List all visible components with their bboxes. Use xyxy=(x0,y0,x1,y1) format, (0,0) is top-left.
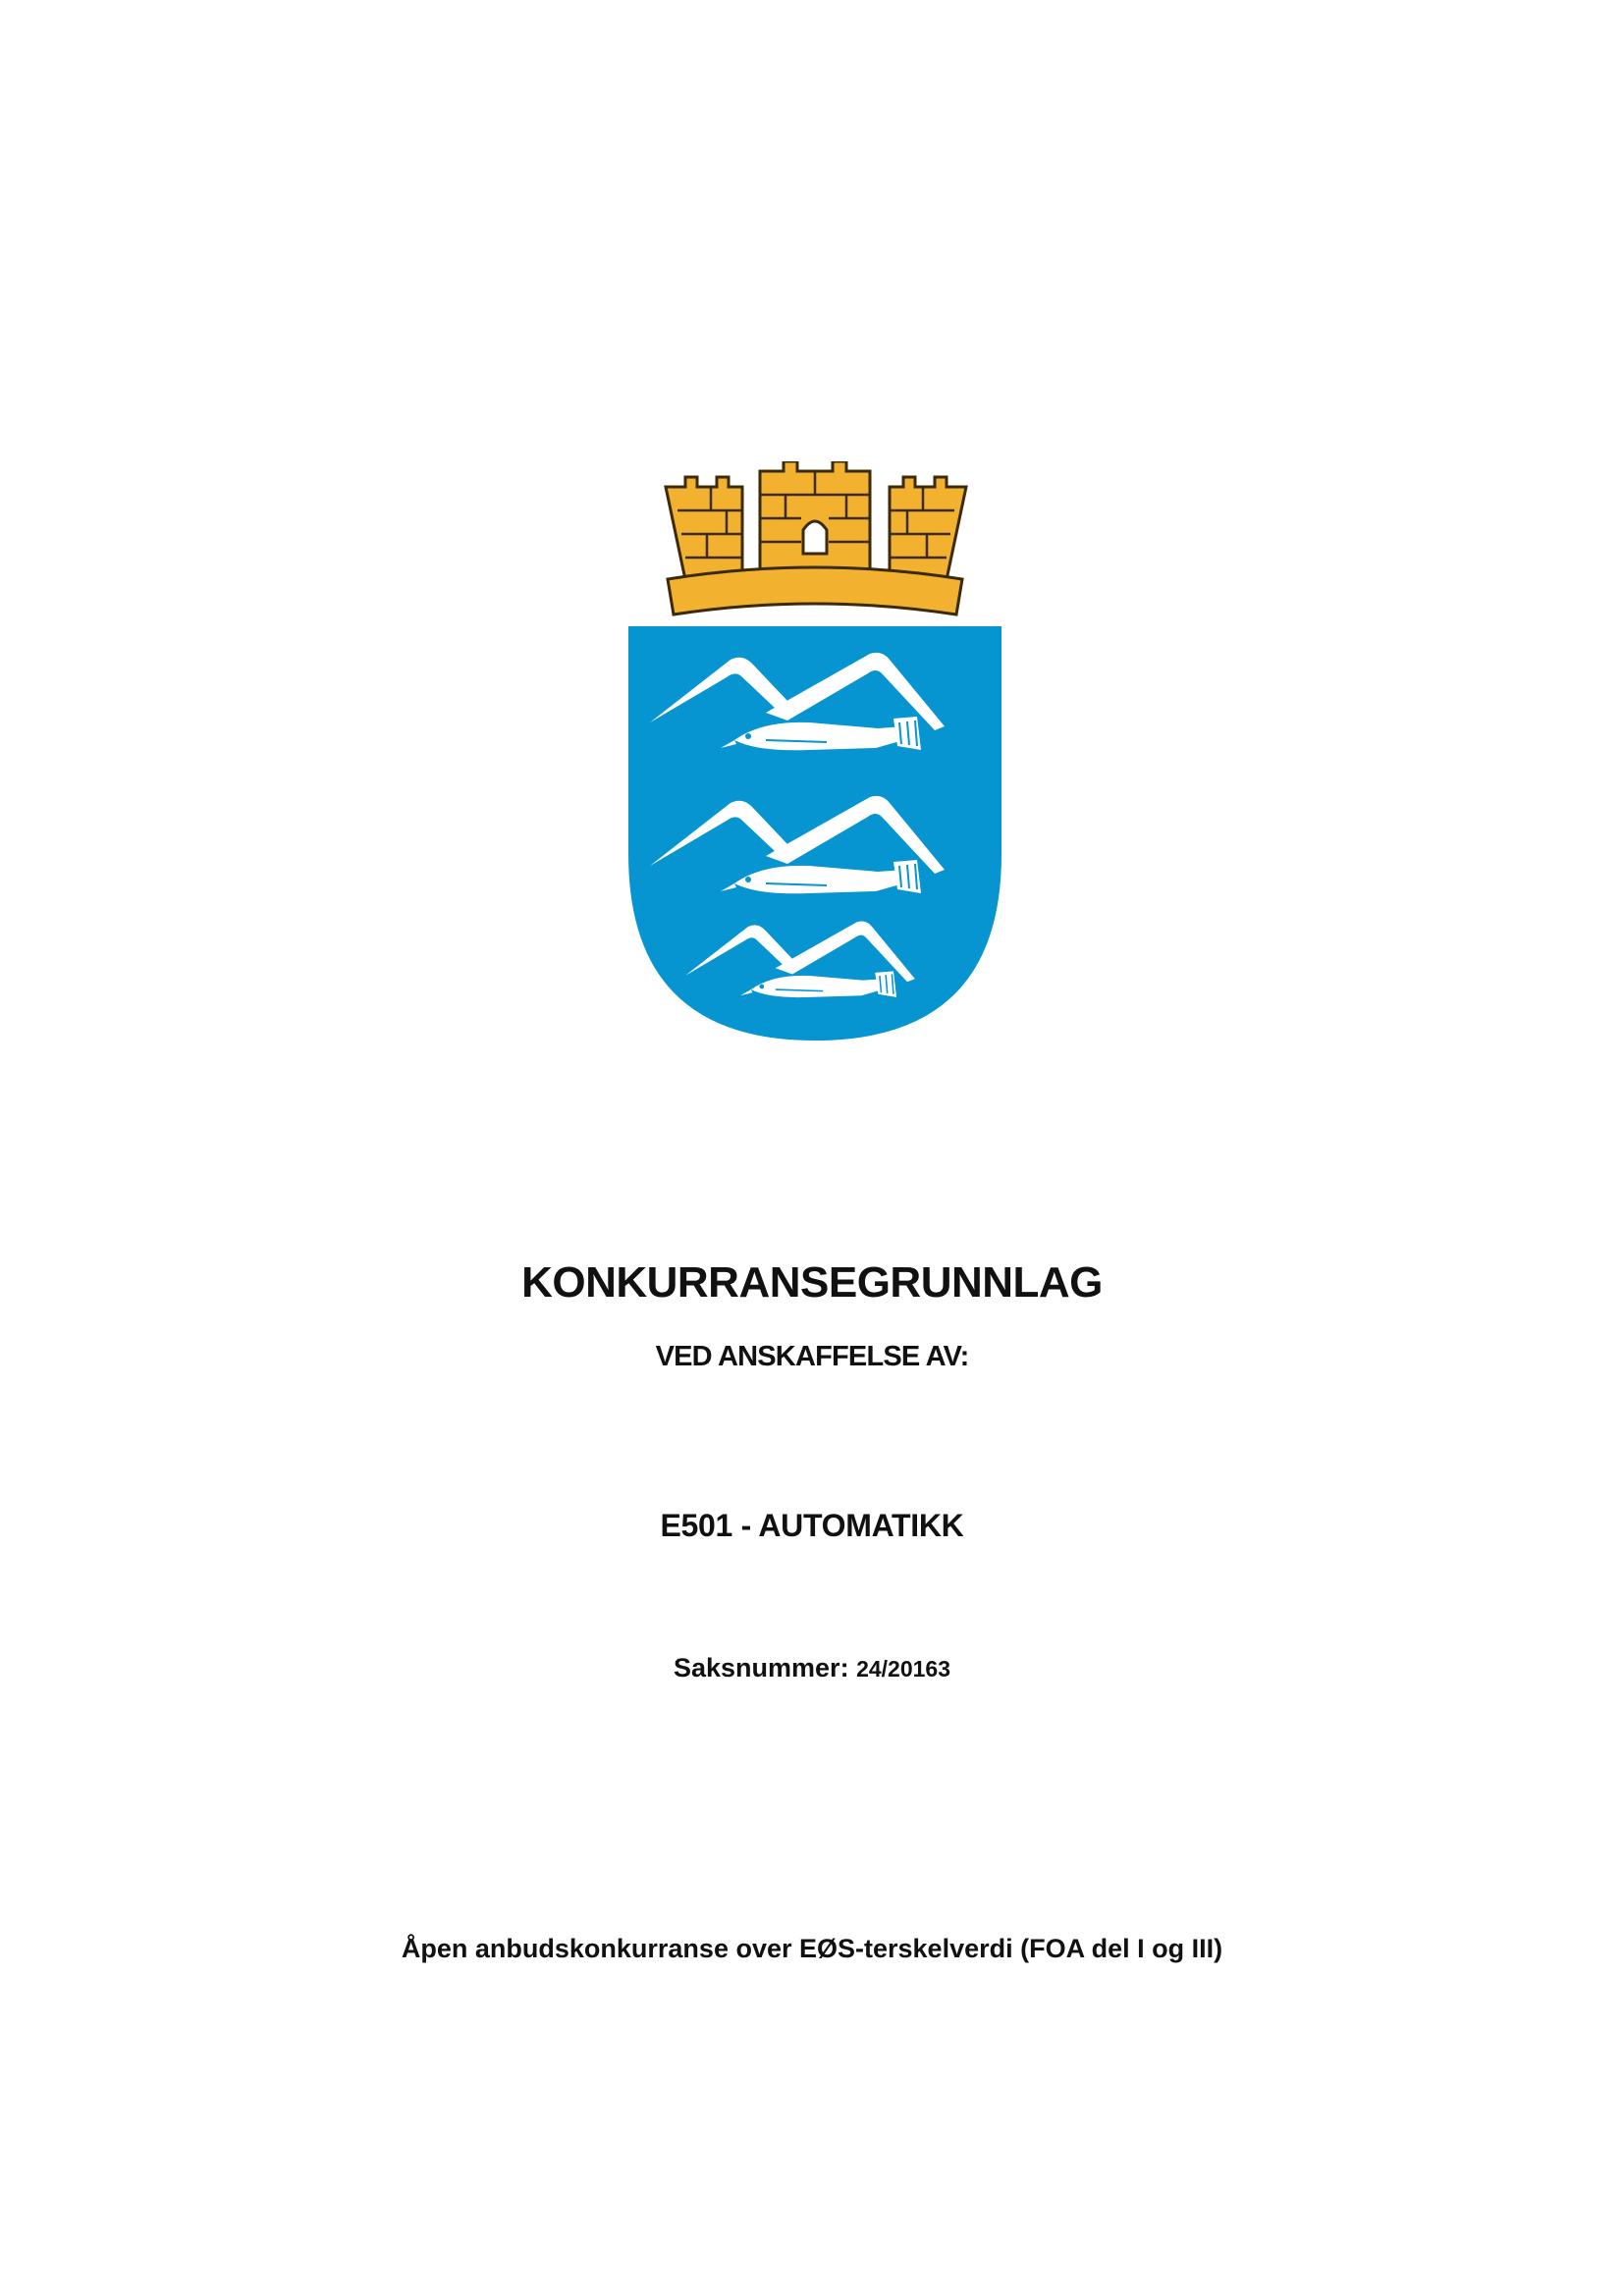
project-name: E501 - AUTOMATIKK xyxy=(660,1508,964,1543)
document-title: KONKURRANSEGRUNNLAG xyxy=(521,1258,1103,1307)
document-subtitle: VED ANSKAFFELSE AV: xyxy=(655,1341,969,1372)
case-number-line xyxy=(0,1653,1624,1683)
coat-of-arms-icon xyxy=(628,461,1001,1041)
case-number-label: Saksnummer: xyxy=(673,1653,849,1682)
procedure-type: Åpen anbudskonkurranse over EØS-terskelverdi (FOA del I og III) xyxy=(401,1934,1223,1963)
case-number-value: 24/20163 xyxy=(856,1656,951,1682)
crown xyxy=(666,461,966,614)
